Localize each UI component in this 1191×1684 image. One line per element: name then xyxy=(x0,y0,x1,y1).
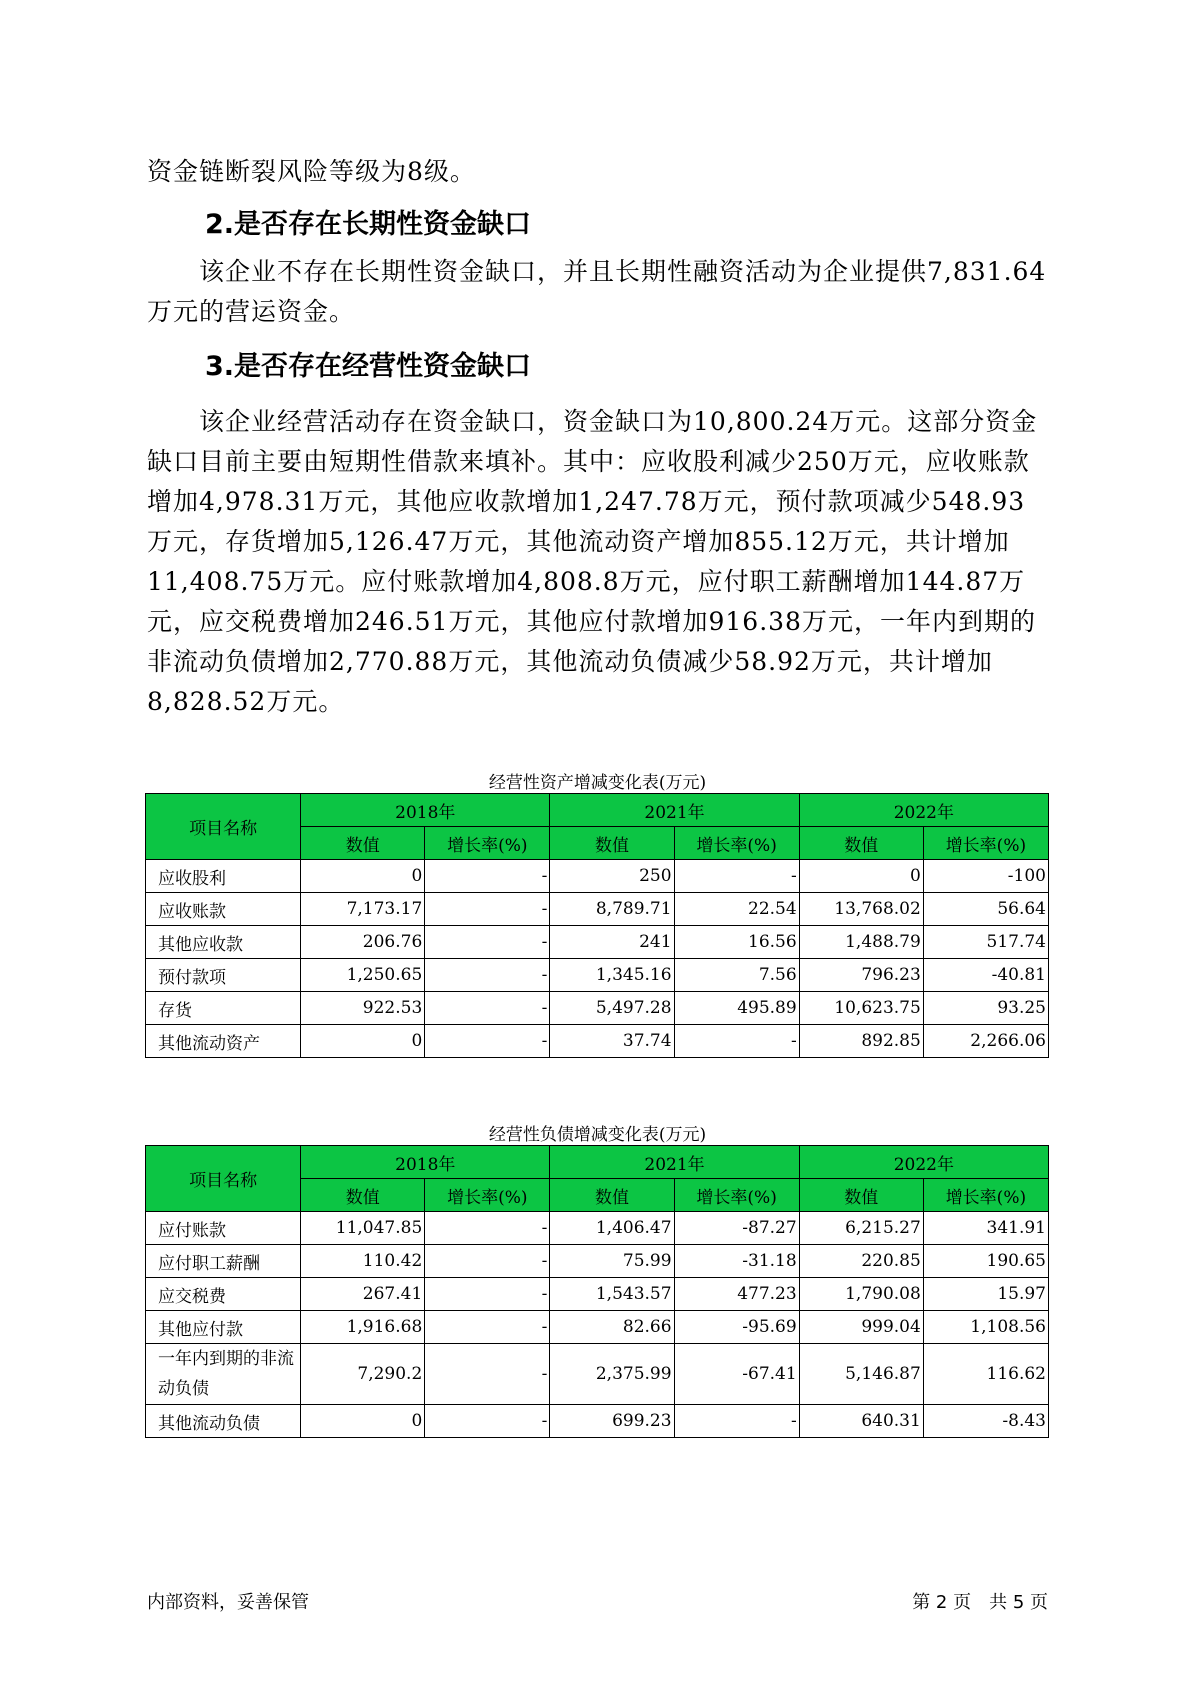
value-cell: 10,623.75 xyxy=(799,992,923,1025)
column-header-value: 数值 xyxy=(301,1179,425,1212)
paragraph-operating-gap: 该企业经营活动存在资金缺口，资金缺口为10,800.24万元。这部分资金缺口目前主要由短期性借款来填补。其中：应收股利减少250万元，应收账款增加4,978.31万元，其他应收款增加1,247.78万元，预付款项减少548.93万元，存货增加5,126.47万元，其他流动资产增加855.12万元，共计增加11,408.75万元。应付账款增加4,808.8万元，应付职工薪酬增加144.87万元，应交税费增加246.51万元，其他应付款增加916.38万元，一年内到期的非流动负债增加2,770.88万元，其他流动负债减少58.92万元，共计增加8,828.52万元。 xyxy=(147,407,1038,716)
value-cell: 2,375.99 xyxy=(550,1344,674,1405)
growth-cell: - xyxy=(425,1344,550,1405)
growth-cell: - xyxy=(425,1278,550,1311)
table-row xyxy=(146,992,1049,1025)
table-row xyxy=(146,893,1049,926)
value-cell: 1,250.65 xyxy=(301,959,425,992)
value-cell: 0 xyxy=(301,1025,425,1058)
growth-cell: 1,108.56 xyxy=(923,1311,1048,1344)
liabilities-change-table xyxy=(145,1145,1049,1438)
growth-cell: - xyxy=(425,1245,550,1278)
growth-cell: 56.64 xyxy=(923,893,1048,926)
growth-cell: 495.89 xyxy=(674,992,799,1025)
growth-cell: - xyxy=(425,1405,550,1438)
value-cell: 922.53 xyxy=(301,992,425,1025)
row-label: 一年内到期的非流动负债 xyxy=(146,1344,301,1405)
growth-cell: 190.65 xyxy=(923,1245,1048,1278)
column-header-item-name: 项目名称 xyxy=(146,1146,301,1212)
row-label: 其他应收款 xyxy=(146,926,301,959)
value-cell: 37.74 xyxy=(550,1025,674,1058)
value-cell: 206.76 xyxy=(301,926,425,959)
table-row xyxy=(146,926,1049,959)
column-header-growth-rate: 增长率(%) xyxy=(425,827,550,860)
value-cell: 6,215.27 xyxy=(799,1212,923,1245)
growth-cell: - xyxy=(425,1025,550,1058)
value-cell: 75.99 xyxy=(550,1245,674,1278)
value-cell: 241 xyxy=(550,926,674,959)
value-cell: 220.85 xyxy=(799,1245,923,1278)
assets-table-body xyxy=(146,860,1049,1058)
growth-cell: 116.62 xyxy=(923,1344,1048,1405)
growth-cell: -31.18 xyxy=(674,1245,799,1278)
growth-cell: -95.69 xyxy=(674,1311,799,1344)
growth-cell: 15.97 xyxy=(923,1278,1048,1311)
growth-cell: -67.41 xyxy=(674,1344,799,1405)
table-row xyxy=(146,860,1049,893)
table-row xyxy=(146,1212,1049,1245)
growth-cell: - xyxy=(425,926,550,959)
table-row xyxy=(146,959,1049,992)
column-header-value: 数值 xyxy=(799,827,923,860)
growth-cell: - xyxy=(674,1405,799,1438)
assets-change-table xyxy=(145,793,1049,1058)
column-header-item-name: 项目名称 xyxy=(146,794,301,860)
row-label: 应收股利 xyxy=(146,860,301,893)
row-label: 应收账款 xyxy=(146,893,301,926)
row-label: 预付款项 xyxy=(146,959,301,992)
column-header-growth-rate: 增长率(%) xyxy=(674,1179,799,1212)
growth-cell: -87.27 xyxy=(674,1212,799,1245)
paragraph-risk-level: 资金链断裂风险等级为8级。 xyxy=(147,157,476,186)
value-cell: 110.42 xyxy=(301,1245,425,1278)
growth-cell: 477.23 xyxy=(674,1278,799,1311)
table-caption-assets: 经营性资产增减变化表(万元) xyxy=(488,773,707,793)
column-header-growth-rate: 增长率(%) xyxy=(425,1179,550,1212)
growth-cell: -100 xyxy=(923,860,1048,893)
table-row xyxy=(146,1245,1049,1278)
value-cell: 640.31 xyxy=(799,1405,923,1438)
heading-long-term-gap: 2.是否存在长期性资金缺口 xyxy=(205,209,532,240)
growth-cell: - xyxy=(425,860,550,893)
value-cell: 11,047.85 xyxy=(301,1212,425,1245)
growth-cell: - xyxy=(425,1311,550,1344)
growth-cell: - xyxy=(425,1212,550,1245)
column-header-value: 数值 xyxy=(550,827,674,860)
paragraph-long-term-gap: 该企业不存在长期性资金缺口，并且长期性融资活动为企业提供7,831.64万元的营运资金。 xyxy=(147,257,1047,326)
value-cell: 7,173.17 xyxy=(301,893,425,926)
growth-cell: -8.43 xyxy=(923,1405,1048,1438)
column-header-year: 2018年 xyxy=(301,1146,550,1179)
column-header-growth-rate: 增长率(%) xyxy=(674,827,799,860)
column-header-value: 数值 xyxy=(799,1179,923,1212)
value-cell: 8,789.71 xyxy=(550,893,674,926)
row-label: 应付职工薪酬 xyxy=(146,1245,301,1278)
growth-cell: - xyxy=(425,959,550,992)
growth-cell: 2,266.06 xyxy=(923,1025,1048,1058)
liabilities-table-body xyxy=(146,1212,1049,1438)
value-cell: 892.85 xyxy=(799,1025,923,1058)
value-cell: 250 xyxy=(550,860,674,893)
growth-cell: 341.91 xyxy=(923,1212,1048,1245)
value-cell: 82.66 xyxy=(550,1311,674,1344)
value-cell: 1,916.68 xyxy=(301,1311,425,1344)
value-cell: 0 xyxy=(301,860,425,893)
value-cell: 1,543.57 xyxy=(550,1278,674,1311)
value-cell: 0 xyxy=(799,860,923,893)
column-header-year: 2018年 xyxy=(301,794,550,827)
footer-page-number: 第 2 页 共 5 页 xyxy=(912,1592,1048,1613)
value-cell: 1,488.79 xyxy=(799,926,923,959)
value-cell: 1,790.08 xyxy=(799,1278,923,1311)
column-header-year: 2022年 xyxy=(799,794,1048,827)
growth-cell: 22.54 xyxy=(674,893,799,926)
value-cell: 5,497.28 xyxy=(550,992,674,1025)
heading-operating-gap: 3.是否存在经营性资金缺口 xyxy=(205,351,532,382)
value-cell: 7,290.2 xyxy=(301,1344,425,1405)
column-header-value: 数值 xyxy=(301,827,425,860)
row-label: 其他流动资产 xyxy=(146,1025,301,1058)
table-caption-liabilities: 经营性负债增减变化表(万元) xyxy=(488,1125,707,1145)
growth-cell: - xyxy=(674,1025,799,1058)
column-header-value: 数值 xyxy=(550,1179,674,1212)
row-label: 其他应付款 xyxy=(146,1311,301,1344)
table-row xyxy=(146,1311,1049,1344)
value-cell: 0 xyxy=(301,1405,425,1438)
row-label: 应付账款 xyxy=(146,1212,301,1245)
value-cell: 5,146.87 xyxy=(799,1344,923,1405)
value-cell: 267.41 xyxy=(301,1278,425,1311)
table-row xyxy=(146,1344,1049,1405)
growth-cell: - xyxy=(425,992,550,1025)
growth-cell: -40.81 xyxy=(923,959,1048,992)
value-cell: 999.04 xyxy=(799,1311,923,1344)
growth-cell: - xyxy=(674,860,799,893)
value-cell: 13,768.02 xyxy=(799,893,923,926)
row-label: 应交税费 xyxy=(146,1278,301,1311)
value-cell: 1,406.47 xyxy=(550,1212,674,1245)
growth-cell: 517.74 xyxy=(923,926,1048,959)
column-header-growth-rate: 增长率(%) xyxy=(923,1179,1048,1212)
column-header-year: 2021年 xyxy=(550,794,799,827)
value-cell: 1,345.16 xyxy=(550,959,674,992)
column-header-year: 2021年 xyxy=(550,1146,799,1179)
value-cell: 699.23 xyxy=(550,1405,674,1438)
growth-cell: 16.56 xyxy=(674,926,799,959)
table-row xyxy=(146,1405,1049,1438)
growth-cell: 93.25 xyxy=(923,992,1048,1025)
value-cell: 796.23 xyxy=(799,959,923,992)
growth-cell: - xyxy=(425,893,550,926)
table-row xyxy=(146,1025,1049,1058)
row-label: 其他流动负债 xyxy=(146,1405,301,1438)
footer-confidential-note: 内部资料，妥善保管 xyxy=(147,1592,309,1613)
growth-cell: 7.56 xyxy=(674,959,799,992)
column-header-growth-rate: 增长率(%) xyxy=(923,827,1048,860)
column-header-year: 2022年 xyxy=(799,1146,1048,1179)
table-row xyxy=(146,1278,1049,1311)
row-label: 存货 xyxy=(146,992,301,1025)
